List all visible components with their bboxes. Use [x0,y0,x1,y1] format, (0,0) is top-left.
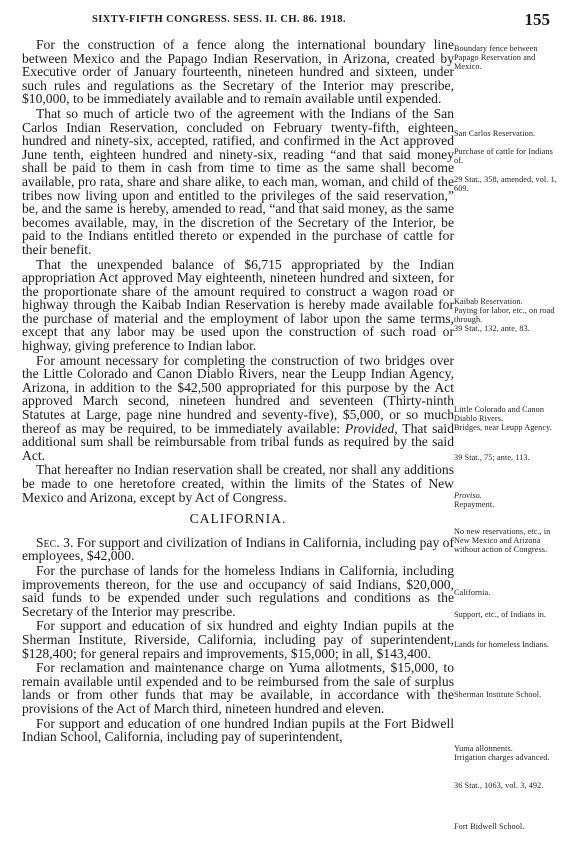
california-support-text: For support and civilization of Indians in California, including pay of employees, $42,000. [22,534,454,564]
note-sherman: Sherman Institute School. [454,690,542,699]
paragraph-sherman-institute: For support and education of six hundred and eighty Indian pupils at the Sherman Institute, Riverside, California, including pay of superintendent, $128,400; for general repairs and improvements, $15,000; in all, $143,400. [22,618,454,661]
note-little-colorado: Little Colorado and Canon Diablo Rivers. [454,405,545,424]
note-proviso: Proviso. [454,491,483,500]
note-proviso-group [454,491,558,500]
note-purchase-cattle: Purchase of cattle for Indians of. [454,147,553,166]
note-repayment: Repayment. [454,500,495,509]
note-yuma: Yuma allotments. [454,744,513,753]
main-text [22,38,454,745]
page-number: 155 [524,10,550,29]
margin-notes [454,0,558,855]
paragraph-california-support [22,536,454,563]
note-california: California. [454,588,491,597]
note-29-stat: 29 Stat., 358, amended, vol. 1, 609. [454,175,557,194]
proviso-word: Provided, [344,420,398,436]
note-paying-labor: Paying for labor, etc., on road through. [454,306,555,325]
note-support-indians: Support, etc., of Indians in. [454,610,547,619]
paragraph-no-new-reservations: That hereafter no Indian reservation shall be created, nor shall any additions be made to one heretofore created, within the limits of the States of New Mexico and Arizona, except by Act of Congress. [22,462,454,505]
paragraph-leupp-bridges [22,354,454,463]
note-kaibab: Kaibab Reservation. [454,297,523,306]
paragraph-homeless-lands: For the purchase of lands for the homeless Indians in California, including improvements thereon, for the use and occupancy of said Indians, $20,000, said funds to be expended under such regulations and conditions as the Secretary of the Interior may prescribe. [22,562,454,619]
note-san-carlos: San Carlos Reservation. [454,129,536,138]
paragraph-yuma-allotments: For reclamation and maintenance charge on Yuma allotments, $15,000, to remain available until expended and to be reimbursed from the sale of surplus lands or from other funds that may be available, in accordance with the provisions of the Act of March third, nineteen hundred and eleven. [22,660,454,716]
paragraph-papago-fence: For the construction of a fence along the international boundary line between Mexico and the Papago Indian Reservation, in Arizona, created by Executive order of January fourteenth, nineteen hundred and sixteen, under such rules and regulations as the Secretary of the Interior may prescribe, $10,000, to be immediately available and to remain available until expended. [22,37,454,107]
running-head: SIXTY-FIFTH CONGRESS. SESS. II. CH. 86. 1918. [92,14,346,25]
note-boundary-fence: Boundary fence between Papago Reservation and Mexico. [454,44,538,72]
bridges-text-cont: That said additional sum shall be reimbursable from tribal funds as required by the said Act. [22,420,454,463]
note-irrigation-charges: Irrigation charges advanced. [454,753,550,762]
paragraph-kaibab-road: That the unexpended balance of $6,715 appropriated by the Indian appropriation Act approved May eighteenth, nineteen hundred and sixteen, for the proportionate share of the amount required to construct a wagon road or highway through the Kaibab Indian Reservation is hereby made available for the purchase of material and the employment of labor upon the same terms, except that any labor may be used upon the construction of such road or highway, giving preference to Indian labor. [22,256,454,354]
bridges-text: For amount necessary for completing the construction of two bridges over the Little Colorado and Canon Diablo Rivers, near the Leupp Indian Agency, Arizona, in addition to the $42,500 appropriated for this purpose by the Act approved March second, nineteen hundred and seventeen (Thirty-ninth Statutes at Large, page nine hundred and seventy-five), $5,000, or so much thereof as may be required, to be immediately available: [22,352,454,436]
paragraph-fort-bidwell: For support and education of one hundred Indian pupils at the Fort Bidwell Indian School, California, including pay of superintendent, [22,715,454,745]
paragraph-san-carlos: That so much of article two of the agreement with the Indians of the San Carlos Indian Reservation, concluded on February twenty-fifth, eighteen hundred and ninety-six, accepted, ratified, and confirmed in the Act approved June tenth, eighteen hundred and ninety-six, reading “and that said money shall be paid to them in cash from time to time as the same shall become available, pro rata, share and share alike, to each man, woman, and child of the tribes now living upon and entitled to the privileges of the said reservation,” be, and the same is hereby, amended to read, “and that said money, as the same becomes available, may, in the discretion of the Secretary of the Interior, be paid to the Indians entitled thereto or expended in the purchase of cattle for their benefit. [22,105,454,257]
section-heading-california: CALIFORNIA. [189,511,287,527]
note-fort-bidwell: Fort Bidwell School. [454,822,525,831]
note-36-stat: 36 Stat., 1063, vol. 3, 492. [454,781,544,790]
note-39-stat-132: 39 Stat., 132, ante, 83. [454,324,530,333]
note-no-new-reservations: No new reservations, etc., in New Mexico and Arizona without action of Congress. [454,527,551,555]
note-bridges-leupp: Bridges, near Leupp Agency. [454,423,552,432]
section-number: Sec. 3. [36,534,74,550]
note-39-stat-75: 39 Stat., 75; ante, 113. [454,453,530,462]
note-homeless-lands: Lands for homeless Indians. [454,640,550,649]
